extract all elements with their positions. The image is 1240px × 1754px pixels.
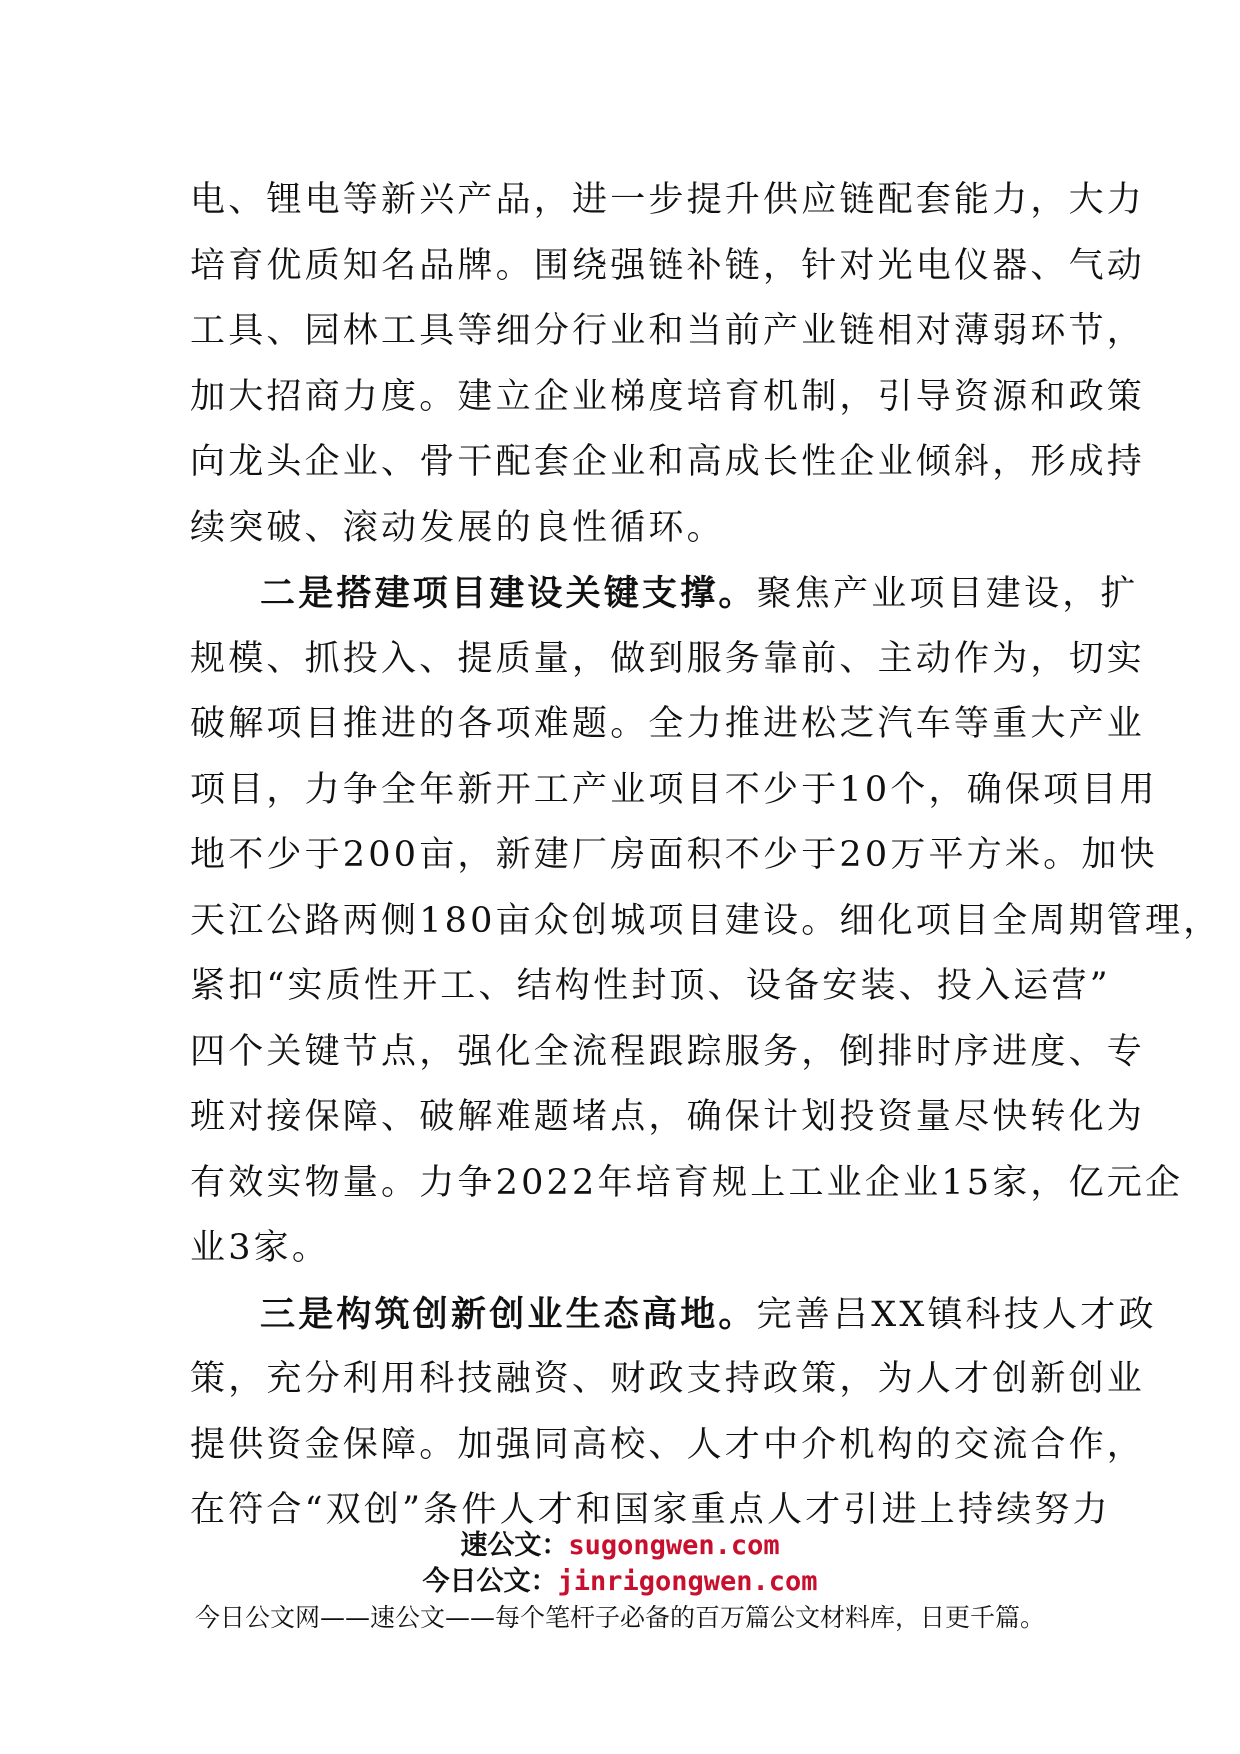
section-heading-3: 三是构筑创新创业生态高地。 [260,1293,757,1335]
heading-continuation: 聚焦产业项目建设，扩 [756,574,1139,614]
document-body [190,168,1222,1544]
text-line: 业3家。 [190,1228,331,1268]
text-line: 续突破、滚动发展的良性循环。 [190,507,725,548]
text-line: 项目，力争全年新开工产业项目不少于10个，确保项目用 [190,769,1158,810]
footer-label: 今日公文： [422,1566,558,1597]
footer-label: 速公文： [460,1530,569,1561]
text-line: 培育优质知名品牌。围绕强链补链，针对光电仪器、气动 [190,245,1146,286]
footer-slogan: 今日公文网——速公文——每个笔杆子必备的百万篇公文材料库，日更千篇。 [194,1603,1045,1632]
text-line: 破解项目推进的各项难题。全力推进松芝汽车等重大产业 [190,704,1146,744]
text-line: 工具、园林工具等细分行业和当前产业链相对薄弱环节， [190,311,1146,351]
text-line: 班对接保障、破解难题堵点，确保计划投资量尽快转化为 [190,1097,1146,1137]
text-line: 加大招商力度。建立企业梯度培育机制，引导资源和政策 [190,376,1146,417]
text-line: 地不少于200亩，新建厂房面积不少于20万平方米。加快 [190,835,1158,875]
footer-line-sugongwen [0,1528,1240,1564]
text-line: 提供资金保障。加强同高校、人才中介机构的交流合作， [190,1424,1146,1465]
paragraph-1 [190,168,1146,561]
footer-link-jinrigongwen[interactable]: jinrigongwen.com [557,1566,818,1597]
text-line: 向龙头企业、骨干配套企业和高成长性企业倾斜，形成持 [190,442,1146,482]
paragraph-first-line [190,561,1139,627]
heading-continuation: 完善吕XX镇科技人才政 [756,1294,1157,1335]
footer-link-sugongwen[interactable]: sugongwen.com [568,1530,780,1561]
text-line: 规模、抓投入、提质量，做到服务靠前、主动作为，切实 [190,638,1146,679]
text-line: 天江公路两侧180亩众创城项目建设。细化项目全周期管理， [190,900,1222,941]
paragraph-3 [190,1282,1157,1544]
section-heading-2: 二是搭建项目建设关键支撑。 [260,573,757,614]
paragraph-2 [190,561,1222,1282]
page-footer [0,1528,1240,1636]
text-line: 电、锂电等新兴产品，进一步提升供应链配套能力，大力 [190,180,1146,220]
text-line: 四个关键节点，强化全流程跟踪服务，倒排时序进度、专 [190,1031,1146,1072]
text-line: 有效实物量。力争2022年培育规上工业企业15家，亿元企 [190,1162,1184,1203]
text-line: 在符合“双创”条件人才和国家重点人才引进上持续努力 [190,1490,1111,1530]
footer-line-jinrigongwen [0,1564,1240,1600]
paragraph-first-line [190,1282,1157,1348]
text-line: 紧扣“实质性开工、结构性封顶、设备安装、投入运营” [190,966,1111,1006]
text-line: 策，充分利用科技融资、财政支持政策，为人才创新创业 [190,1359,1146,1399]
